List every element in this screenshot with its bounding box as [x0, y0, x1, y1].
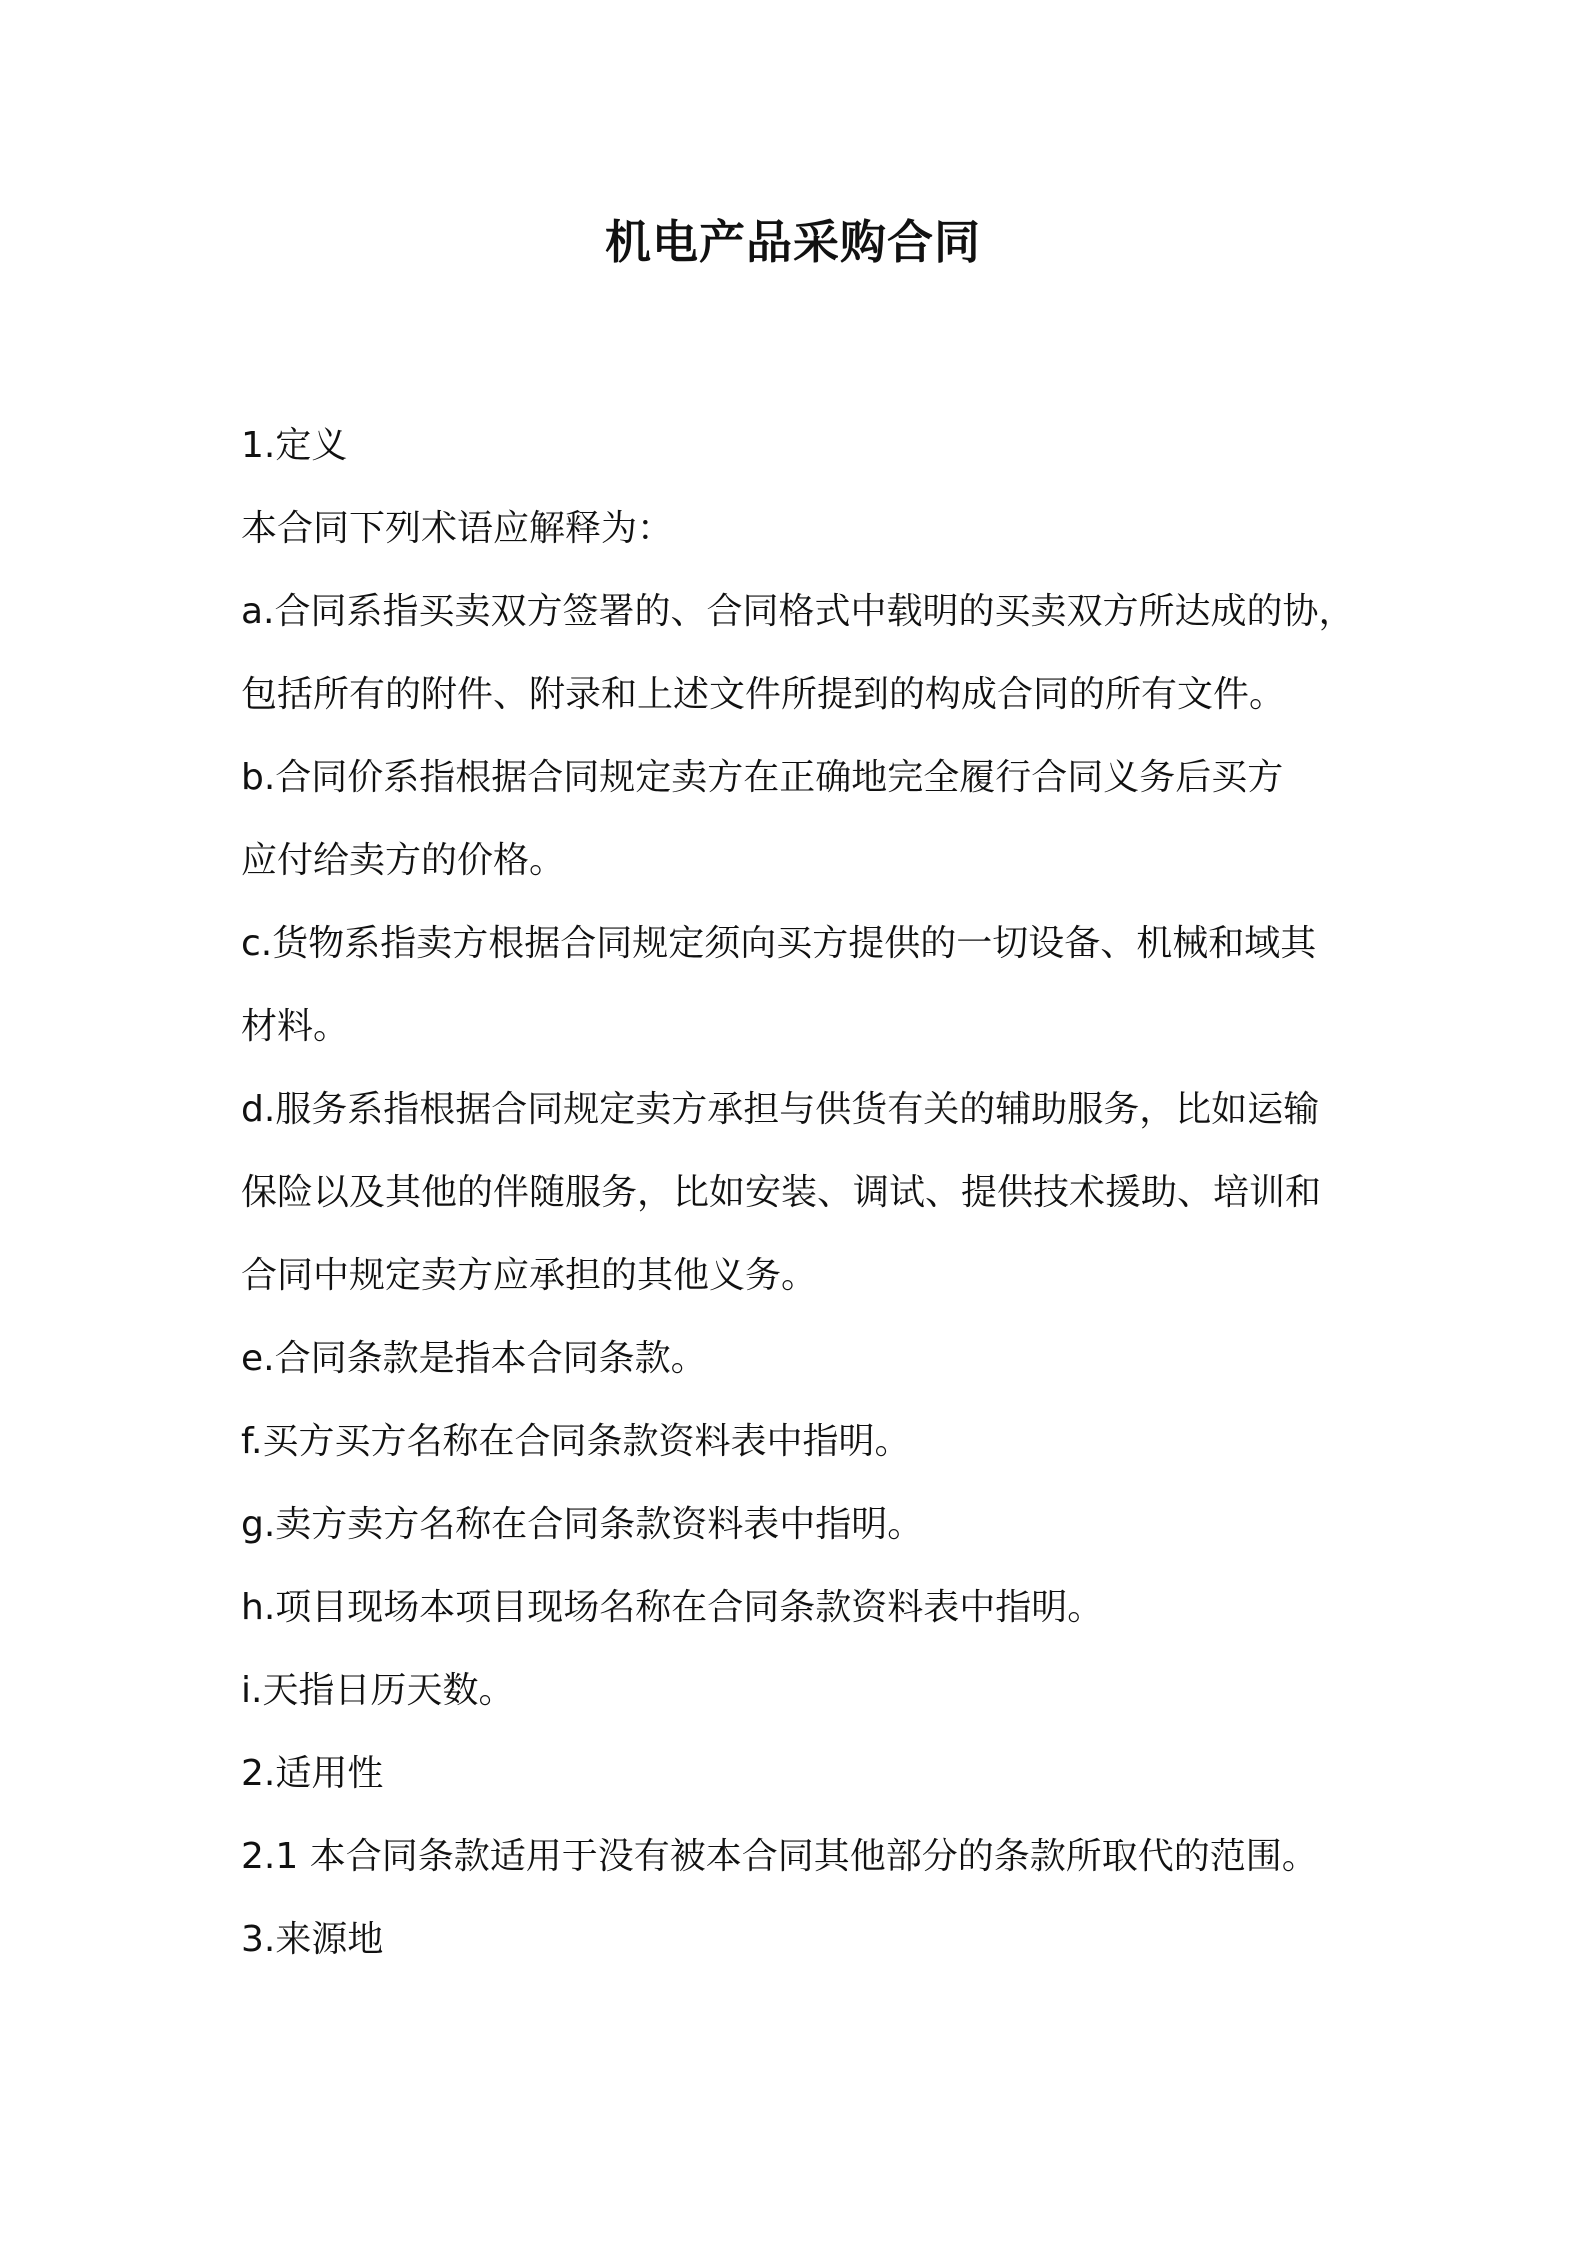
- clause-c-line-1: c.货物系指卖方根据合同规定须向买方提供的一切设备、机械和域其: [241, 923, 1317, 964]
- clause-f: f.买方买方名称在合同条款资料表中指明。: [241, 1421, 911, 1462]
- paragraph-line: 本合同下列术语应解释为：: [241, 508, 674, 549]
- clause-e: e.合同条款是指本合同条款。: [241, 1338, 707, 1379]
- clause-2-1: 2.1 本合同条款适用于没有被本合同其他部分的条款所取代的范围。: [241, 1836, 1318, 1877]
- clause-b-line-2: 应付给卖方的价格。: [241, 840, 566, 881]
- section-heading-definitions: 1.定义: [241, 425, 348, 466]
- clause-d-line-1: d.服务系指根据合同规定卖方承担与供货有关的辅助服务，比如运输: [241, 1089, 1320, 1130]
- clause-g: g.卖方卖方名称在合同条款资料表中指明。: [241, 1504, 924, 1545]
- clause-a-line-1: a.合同系指买卖双方签署的、合同格式中载明的买卖双方所达成的协，: [241, 591, 1355, 632]
- clause-c-line-2: 材料。: [241, 1006, 350, 1047]
- clause-i: i.天指日历天数。: [241, 1670, 515, 1711]
- section-heading-origin: 3.来源地: [241, 1919, 384, 1960]
- document-title: 机电产品采购合同: [605, 215, 981, 269]
- clause-b-line-1: b.合同价系指根据合同规定卖方在正确地完全履行合同义务后买方: [241, 757, 1284, 798]
- clause-a-line-2: 包括所有的附件、附录和上述文件所提到的构成合同的所有文件。: [241, 674, 1286, 715]
- clause-d-line-3: 合同中规定卖方应承担的其他义务。: [241, 1255, 818, 1296]
- document-body: [241, 404, 1361, 1981]
- clause-h: h.项目现场本项目现场名称在合同条款资料表中指明。: [241, 1587, 1104, 1628]
- section-heading-applicability: 2.适用性: [241, 1753, 384, 1794]
- clause-d-line-2: 保险以及其他的伴随服务，比如安装、调试、提供技术援助、培训和: [241, 1172, 1322, 1213]
